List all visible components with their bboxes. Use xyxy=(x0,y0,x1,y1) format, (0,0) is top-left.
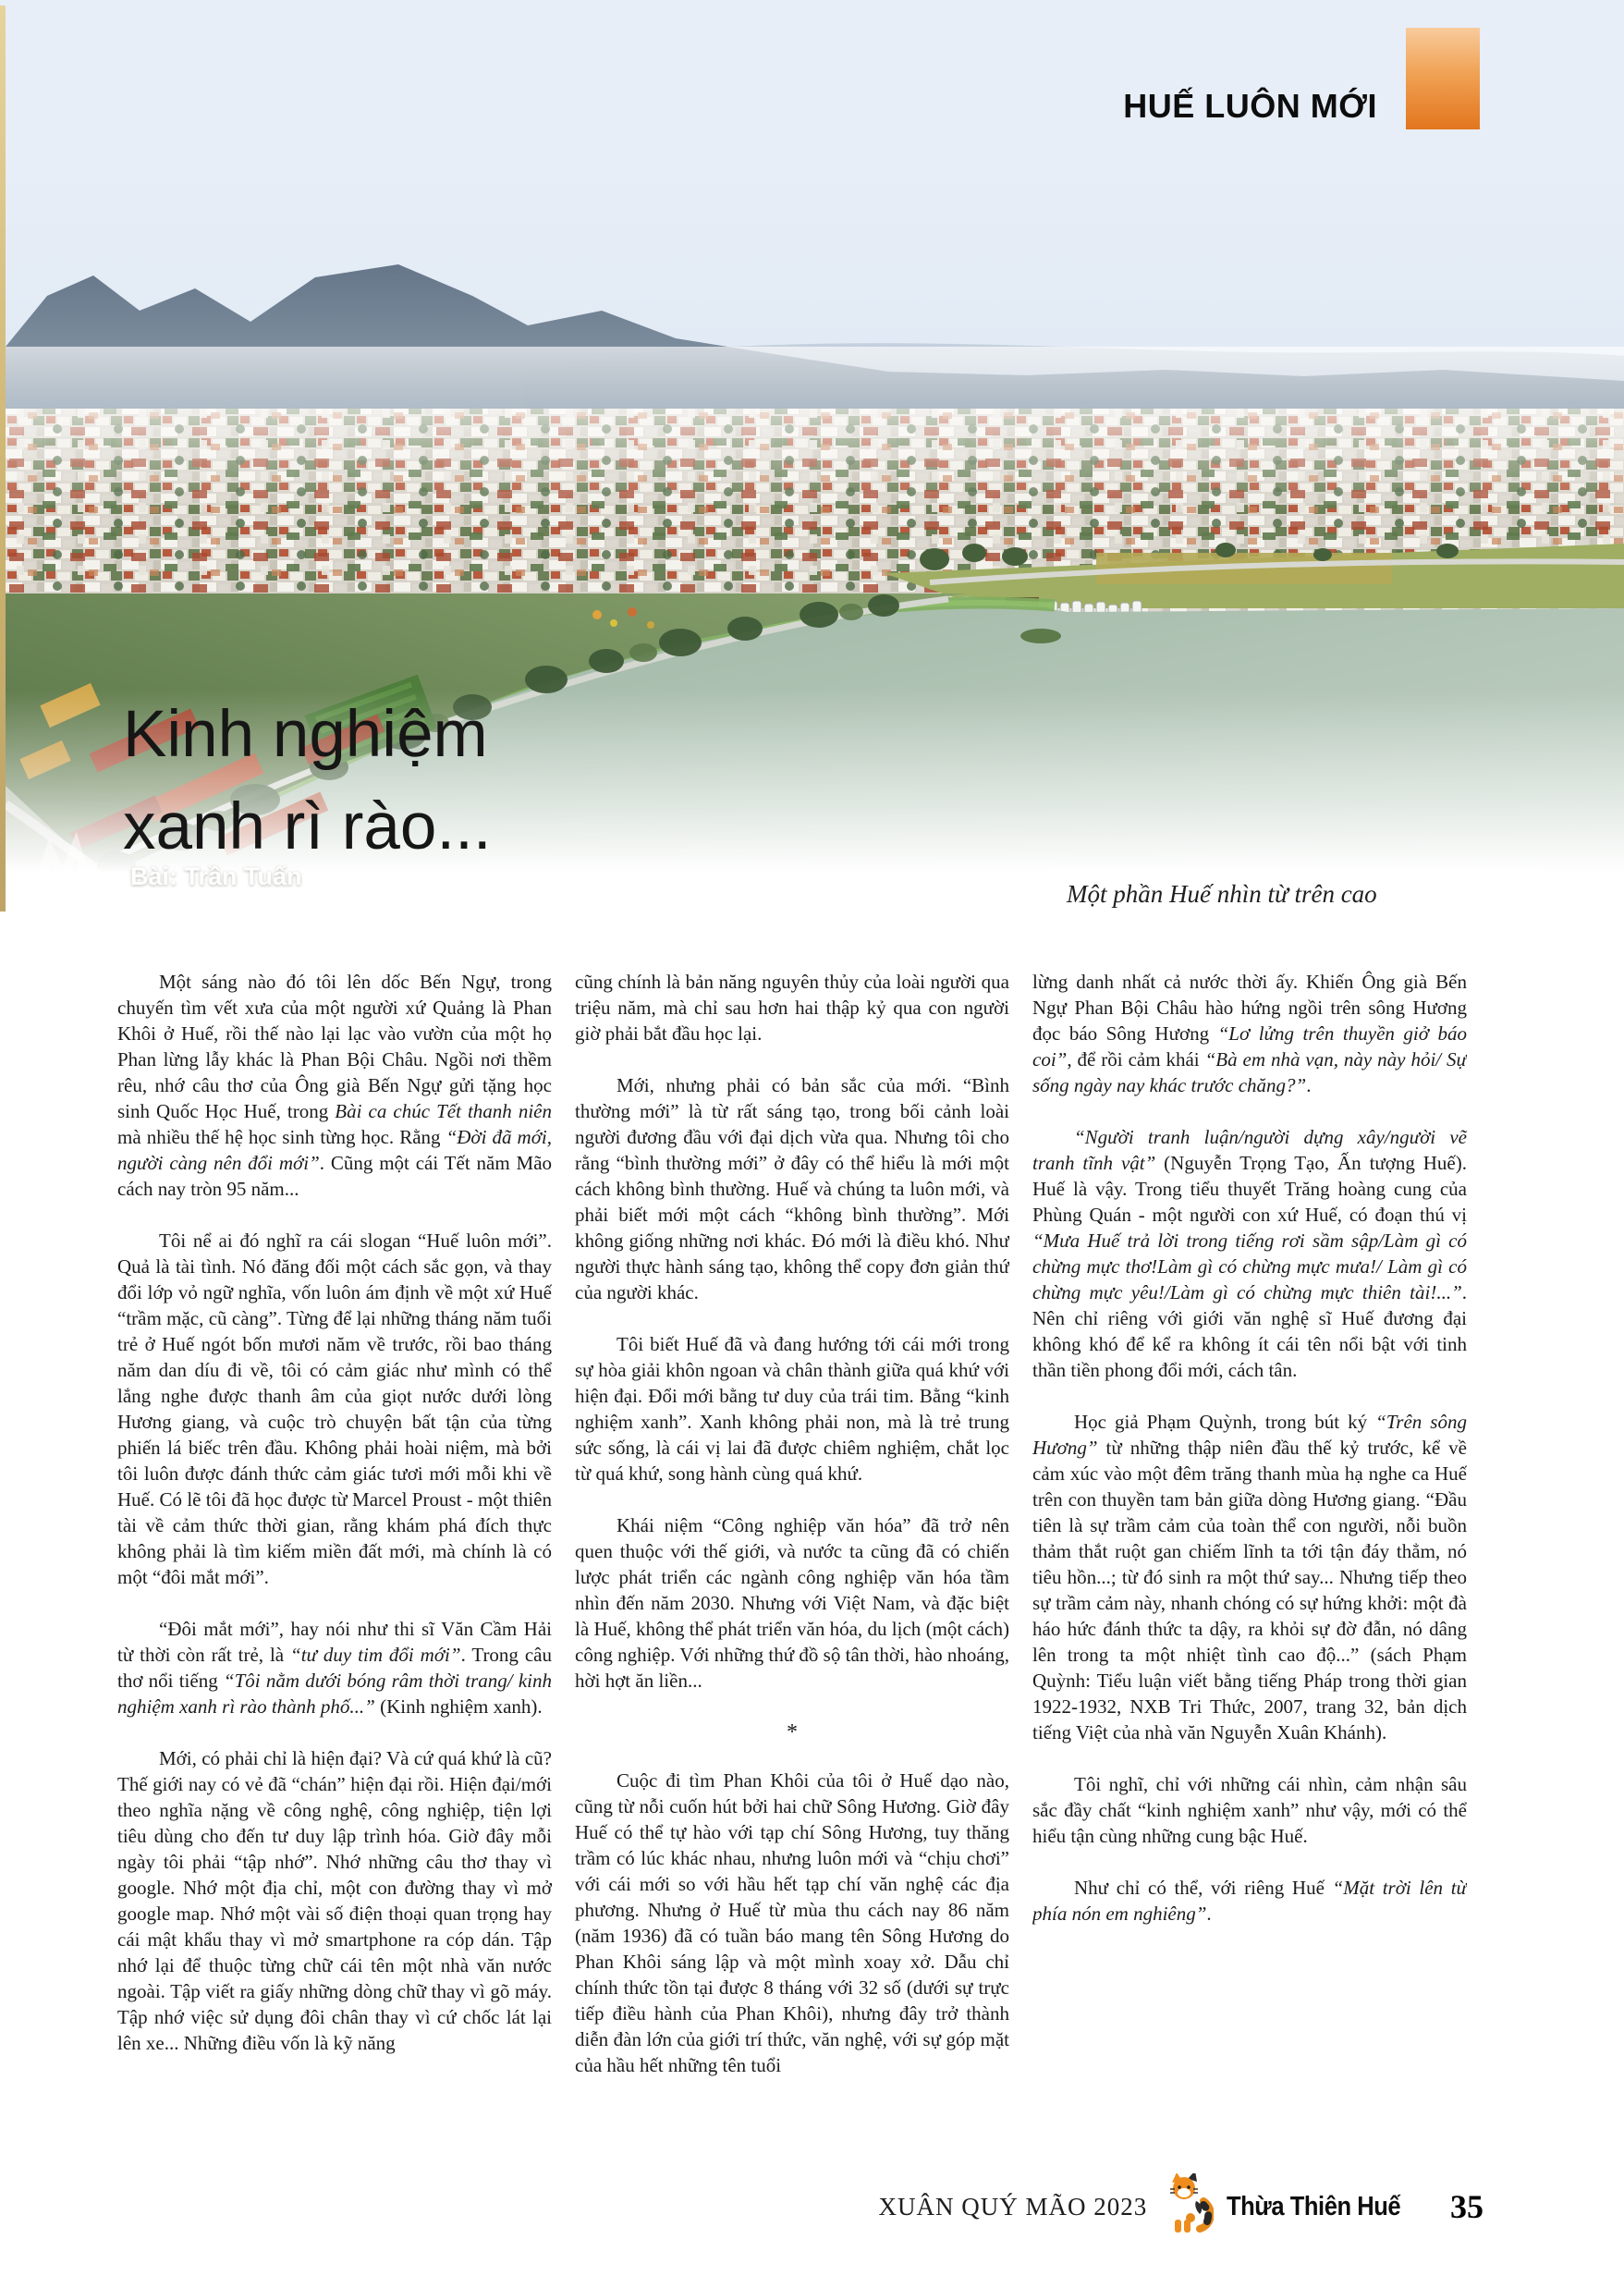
article-title-line1: Kinh nghiệm xyxy=(123,698,488,771)
body-paragraph: Mới, nhưng phải có bản sắc của mới. “Bình thường mới” là từ rất sáng tạo, trong bối cảnh loài người đương đầu với đại dịch vừa qua. Nhưng tôi cho rằng “bình thường mới” ở đây có thể hiểu là mới một cách không bình thường. Huế và chúng ta luôn mới, và phải biết mới một cách “không bình thường”. Mới không giống những nơi khác. Đó mới là điều khó. Như người thực hành sáng tạo, không thể copy đơn giản thứ của người khác. xyxy=(575,1074,1009,1303)
body-paragraph: Một sáng nào đó tôi lên dốc Bến Ngự, trong chuyến tìm vết xưa của một người xứ Quảng là Phan Khôi ở Huế, rồi thế nào lại lạc vào vườn của một họ Phan lừng lẫy khác là Phan Bội Châu. Ngồi nơi thềm rêu, nhớ câu thơ của Ông già Bến Ngự gửi tặng học sinh Quốc Học Huế, trong Bài ca chúc Tết thanh niên mà nhiều thế hệ học sinh từng học. Rằng “Đời đã mới, người càng nên đổi mới”. Cũng một cái Tết năm Mão cách nay tròn 95 năm... xyxy=(117,971,552,1200)
body-paragraph: cũng chính là bản năng nguyên thủy của loài người qua triệu năm, mà chỉ sau hơn hai thập kỷ qua con người giờ phải bắt đầu học lại. xyxy=(575,971,1009,1045)
article-title xyxy=(123,689,492,874)
body-paragraph: Khái niệm “Công nghiệp văn hóa” đã trở nên quen thuộc với thế giới, và nước ta cũng đã có chiến lược phát triển các ngành công nghiệp văn hóa tầm nhìn đến năm 2030. Nhưng với Việt Nam, và đặc biệt là Huế, không thể phát triển văn hóa, du lịch (một cách) công nghiệp. Với những thứ đồ sộ tân thời, hào nhoáng, hời hợt ăn liền... xyxy=(575,1514,1009,1692)
photo-caption-box xyxy=(1043,869,1544,921)
footer-brand: Thừa Thiên Huế xyxy=(1227,2191,1401,2221)
body-paragraph: Học giả Phạm Quỳnh, trong bút ký “Trên sông Hương” từ những thập niên đầu thế kỷ trước, kể về cảm xúc vào một đêm trăng thanh mùa hạ nghe ca Huế trên con thuyền tam bản giữa dòng Hương giang. “Đầu tiên là sự trầm cảm của toàn thể con người, nỗi buồn thảm thắt ruột gan chiếm lĩnh ta tới tận đáy thẳm, nó tiêu hồn...; từ đó sinh ra một thứ say... Nhưng tiếp theo sự trầm cảm này, nhanh chóng có sự hứng khởi: một đà háo hức đánh thức ta dậy, ra khỏi sự đờ đẫn, nó dâng lên trong ta một nhiệt tình cao độ...” (sách Phạm Quỳnh: Tiểu luận viết bằng tiếng Pháp trong thời gian 1922-1932, NXB Tri Thức, 2007, trang 32, bản dịch tiếng Việt của nhà văn Nguyễn Xuân Khánh). xyxy=(1032,1411,1467,1744)
calico-cat-icon xyxy=(1160,2173,1214,2234)
body-paragraph: Như chỉ có thể, với riêng Huế “Mặt trời lên từ phía nón em nghiêng”. xyxy=(1032,1877,1467,1925)
page-edge-strip xyxy=(0,6,6,912)
body-paragraph: lừng danh nhất cả nước thời ấy. Khiến Ông già Bến Ngự Phan Bội Châu hào hứng ngồi trên sông Hương đọc báo Sông Hương “Lơ lửng trên thuyền giở báo coi”, để rồi cảm khái “Bà em nhà vạn, này này hỏi/ Sự sống ngày nay khác trước chăng?”. xyxy=(1032,971,1467,1096)
body-paragraph: Mới, có phải chỉ là hiện đại? Và cứ quá khứ là cũ? Thế giới nay có vẻ đã “chán” hiện đại rồi. Hiện đại/mới theo nghĩa nặng về công nghệ, công nghiệp, tiện lợi tiêu dùng cho đến tư duy lập trình hóa. Giờ đây mỗi ngày tôi phải “tập nhớ”. Nhớ những câu thơ thay vì google. Nhớ một địa chỉ, một con đường thay vì mở google map. Nhớ một vài số điện thoại quan trọng hay cái mật khẩu thay vì mở smartphone ra cóp dán. Tập nhớ lại để thuộc từng chữ cái tên một nhà văn nước ngoài. Tập viết ra giấy những dòng chữ thay vì gõ máy. Tập nhớ việc sử dụng đôi chân thay vì cứ chốc lát lại lên xe... Những điều vốn là kỹ năng xyxy=(117,1747,552,2054)
body-paragraph: Tôi nể ai đó nghĩ ra cái slogan “Huế luôn mới”. Quả là tài tình. Nó đăng đối một cách sắc gọn, và thay đổi lớp vỏ ngữ nghĩa, vốn luôn ám định về một xứ Huế “trầm mặc, cũ càng”. Từng để lại những tháng năm tuổi trẻ ở Huế ngót bốn mươi năm về trước, rồi bao tháng năm dan díu đi về, tôi có cảm giác như mình có thể lắng nghe được thanh âm của giọt nước dưới lòng Hương giang, và cuộc trò chuyện bất tận của từng phiến lá biếc trên đầu. Không phải hoài niệm, mà bởi tôi luôn được đánh thức cảm giác tươi mới mỗi khi về Huế. Có lẽ tôi đã học được từ Marcel Proust - một thiên tài về cảm thức thời gian, rằng khám phá đích thực không phải là tìm kiếm miền đất mới, mà chính là có một “đôi mắt mới”. xyxy=(117,1230,552,1588)
body-paragraph: Tôi nghĩ, chỉ với những cái nhìn, cảm nhận sâu sắc đầy chất “kinh nghiệm xanh” như vậy, mới có thể hiểu tận cùng những cung bậc Huế. xyxy=(1032,1773,1467,1847)
body-paragraph: “Người tranh luận/người dựng xây/người vẽ tranh tĩnh vật” (Nguyễn Trọng Tạo, Ấn tượng Huế). Huế là vậy. Trong tiểu thuyết Trăng hoàng cung của Phùng Quán - một người con xứ Huế, có đoạn thú vị “Mưa Huế trả lời trong tiếng rơi sầm sập/Làm gì có chừng mực thơ!Làm gì có chừng mực mưa!/ Làm gì có chừng mực yêu!/Làm gì có chừng mực thiên tài!...”. Nên chỉ riêng với giới văn nghệ sĩ Huế đương đại không khó để kể ra không ít cái tên nổi bật với tinh thần tiền phong đổi mới, cách tân. xyxy=(1032,1126,1467,1381)
article-column-1 xyxy=(117,969,552,2101)
page-footer xyxy=(878,2174,1484,2239)
body-paragraph: Cuộc đi tìm Phan Khôi của tôi ở Huế dạo nào, cũng từ nỗi cuốn hút bởi hai chữ Sông Hương. Giờ đây Huế có thể tự hào với tạp chí Sông Hương, tuy thăng trầm có lúc khác nhau, nhưng luôn mới và “chịu chơi” với cái mới so với hầu hết tạp chí văn nghệ các địa phương. Nhưng ở Huế từ mùa thu cách nay 86 năm (năm 1936) đã có tuần báo mang tên Sông Hương do Phan Khôi sáng lập và một mình xoay xở. Dẫu chỉ chính thức tồn tại được 8 tháng với 32 số (dưới sự trực tiếp điều hành của Phan Khôi), nhưng đây trở thành diễn đàn lớn của giới trí thức, văn nghệ, với sự góp mặt của hầu hết những tên tuổi xyxy=(575,1769,1009,2076)
section-header: HUẾ LUÔN MỚI xyxy=(1123,87,1377,125)
article-column-3 xyxy=(1032,969,1467,2101)
body-paragraph: “Đôi mắt mới”, hay nói như thi sĩ Văn Cầm Hải từ thời còn rất trẻ, là “tư duy tim đổi mới”. Trong câu thơ nổi tiếng “Tôi nằm dưới bóng râm thời trang/ kinh nghiệm xanh rì rào thành phố...” (Kinh nghiệm xanh). xyxy=(117,1618,552,1718)
page-number: 35 xyxy=(1450,2188,1484,2225)
footer-issue-label: XUÂN QUÝ MÃO 2023 xyxy=(878,2192,1148,2221)
header-orange-block xyxy=(1406,28,1480,129)
article-title-line2: xanh rì rào... xyxy=(123,790,492,863)
article-byline: Bài: Trần Tuấn xyxy=(130,863,302,890)
body-paragraph: Tôi biết Huế đã và đang hướng tới cái mới trong sự hòa giải khôn ngoan và chân thành giữa quá khứ với hiện đại. Đổi mới bằng tư duy của trái tim. Bằng “kinh nghiệm xanh”. Xanh không phải non, mà là trẻ trung sức sống, là cái vị lai đã được chiêm nghiệm, chắt lọc từ quá khứ, song hành cùng quá khứ. xyxy=(575,1333,1009,1485)
article-column-2 xyxy=(575,969,1009,2101)
section-separator-star: * xyxy=(787,1720,798,1744)
photo-caption: Một phần Huế nhìn từ trên cao xyxy=(1067,880,1377,908)
